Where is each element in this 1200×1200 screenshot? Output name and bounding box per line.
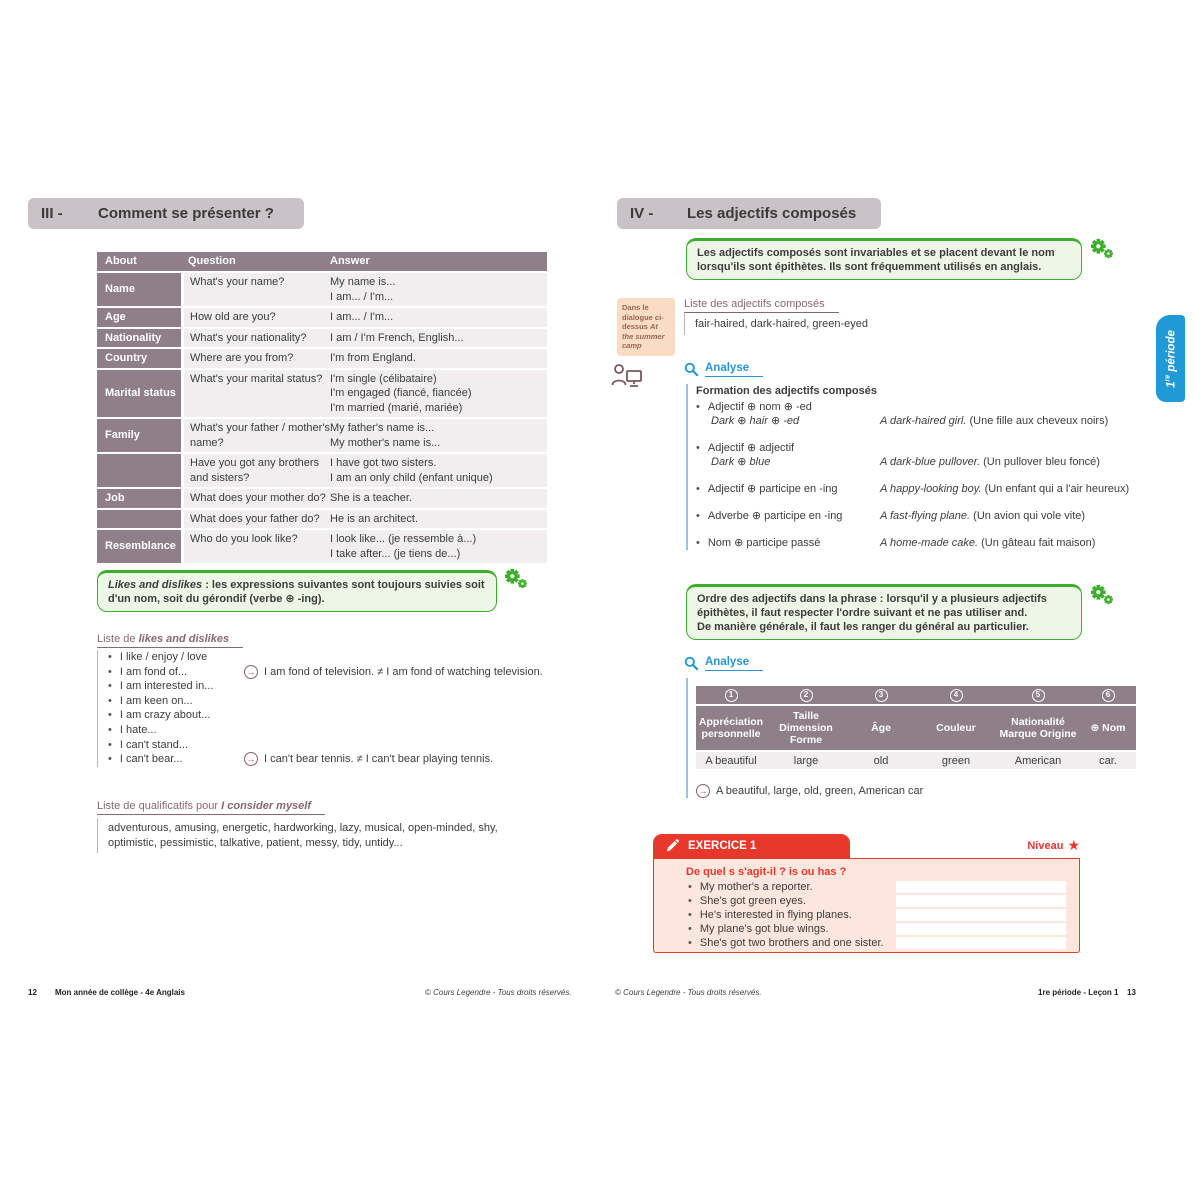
presentation-table [97,252,547,563]
table-row: Nationality What's your nationality? I am / I'm French, English... [97,329,547,348]
qualif-list: adventurous, amusing, energetic, hardworking, lazy, musical, open-minded, shy, optimistic, pessimistic, talkative, patient, messy, tidy, untidy... [97,818,518,853]
answer-field[interactable] [896,881,1066,893]
qualif-list-heading: Liste de qualificatifs pour I consider myself [97,796,325,815]
section-title: Comment se présenter ? [98,205,274,222]
table-row: Resemblance Who do you look like? I look like... (je ressemble à...) I take after... (je tiens de...) [97,530,547,563]
list-item: • I can't stand... [98,738,550,753]
example-text: I can't bear tennis. ≠ I can't bear playing tennis. [264,753,494,766]
col-header-question: Question [188,255,236,268]
section-number: III - [41,205,63,222]
order-table-numbers: 1 2 3 4 5 6 [696,686,1136,704]
table-row: Marital status What's your marital status? I'm single (célibataire) I'm engaged (fiancé, fiancée) I'm married (marié, mariée) [97,370,547,418]
exercise-level: Niveau ★ [1027,839,1080,852]
copyright-left: © Cours Legendre - Tous droits réservés. [425,988,572,997]
list-item: • I like / enjoy / love [98,650,550,665]
section-title: Les adjectifs composés [687,205,857,222]
star-icon [1067,839,1080,852]
exercise-item: • She's got green eyes. [654,894,1079,908]
list-item: • I am keen on... [98,694,550,709]
answer-field[interactable] [896,909,1066,921]
list-item: • I hate... [98,723,550,738]
table-row: Age How old are you? I am... / I'm... [97,308,547,327]
page-number-left: 12 [28,988,37,997]
formation-title: Formation des adjectifs composés [696,385,877,397]
col-header-about: About [105,255,137,268]
table-row: Family What's your father / mother's name? My father's name is... My mother's name is... [97,419,547,452]
section-number: IV - [630,205,654,222]
analyse-heading: Analyse [684,362,763,377]
table-row: Name What's your name? My name is... I am... / I'm... [97,273,547,306]
answer-field[interactable] [896,937,1066,949]
answer-field[interactable] [896,923,1066,935]
formation-item: • Adjectif ⊕ participe en -ing A happy-looking boy. (Un enfant qui a l'air heureux) [696,482,1138,496]
likes-list-heading: Liste de likes and dislikes [97,629,243,648]
list-item: • I am interested in... [98,679,550,694]
rule-box-ordre: Ordre des adjectifs dans la phrase : lorsqu'il y a plusieurs adjectifs épithètes, il faut respecter l'ordre suivant et ne pas utiliser and. De manière générale, il faut les ranger du général au particulier. [686,584,1082,640]
magnifier-icon [684,362,699,377]
section-heading-left [28,198,304,229]
exercise-label: EXERCICE 1 [688,840,757,852]
col-header-answer: Answer [330,255,370,268]
formation-item: • Adjectif ⊕ nom ⊕ -ed Dark ⊕ hair ⊕ -ed A dark-haired girl. (Une fille aux cheveux noirs) [696,400,1138,428]
exercise-body [653,858,1080,953]
book-title: Mon année de collège - 4e Anglais [55,988,185,997]
compose-list: fair-haired, dark-haired, green-eyed [684,314,995,335]
gears-icon [504,568,528,590]
order-example: → A beautiful, large, old, green, American car [696,784,1146,798]
magnifier-icon [684,656,699,671]
arrow-icon: → [244,665,258,679]
pencil-icon [665,839,679,853]
gears-icon [1090,238,1114,260]
exercise-1 [653,834,1083,954]
list-item: • I am crazy about... [98,708,550,723]
table-row: What does your father do? He is an architect. [97,510,547,529]
arrow-icon: → [244,752,258,766]
copyright-right: © Cours Legendre - Tous droits réservés. [615,988,762,997]
formation-item: • Nom ⊕ participe passé A home-made cake. (Un gâteau fait maison) [696,536,1138,550]
formation-item: • Adjectif ⊕ adjectif Dark ⊕ blue A dark-blue pullover. (Un pullover bleu foncé) [696,441,1138,469]
page-number-right: 13 [1127,988,1136,997]
order-table-row: A beautiful large old green American car. [696,752,1136,769]
table-row: Have you got any brothers and sisters? I have got two sisters. I am an only child (enfant unique) [97,454,547,487]
example-text: I am fond of television. ≠ I am fond of watching television. [264,665,543,678]
table-row: Job What does your mother do? She is a teacher. [97,489,547,508]
likes-list [97,650,550,767]
exercise-item: • My mother's a reporter. [654,880,1079,894]
period-tab-label: 1re période [1164,329,1177,388]
order-block [686,678,1146,798]
exercise-tab [653,834,850,858]
order-table [696,686,1136,769]
exercise-item: • My plane's got blue wings. [654,922,1079,936]
order-table-headers: Appréciation personnelle Taille Dimension Forme Âge Couleur Nationalité Marque Origine ⊕ Nom [696,706,1136,750]
formation-item: • Adverbe ⊕ participe en -ing A fast-flying plane. (Un avion qui vole vite) [696,509,1138,523]
list-item: • I can't bear... → I can't bear tennis. ≠ I can't bear playing tennis. [98,752,550,767]
exercise-prompt: De quel s s'agit-il ? is ou has ? [686,866,847,878]
exercise-item: • She's got two brothers and one sister. [654,936,1079,950]
classroom-icon [610,360,644,390]
table-row: Country Where are you from? I'm from England. [97,349,547,368]
section-heading-right [617,198,881,229]
footer-section: 1re période - Leçon 1 [1038,988,1119,997]
presentation-table-header [97,252,547,271]
exercise-item: • He's interested in flying planes. [654,908,1079,922]
gears-icon [1090,584,1114,606]
period-side-tab [1156,315,1185,402]
formation-block [686,384,1138,550]
compose-list-heading: Liste des adjectifs composés [684,294,839,313]
answer-field[interactable] [896,895,1066,907]
list-item: • I am fond of... → I am fond of television. ≠ I am fond of watching television. [98,665,550,680]
rule-box-likes: Likes and dislikes : les expressions suivantes sont toujours suivies soit d'un nom, soit du gérondif (verbe ⊕ -ing). [97,570,497,612]
arrow-icon: → [696,784,710,798]
analyse-heading: Analyse [684,656,763,671]
margin-note: Dans le dialogue ci-dessus At the summer camp [617,298,675,356]
rule-box-composes: Les adjectifs composés sont invariables et se placent devant le nom lorsqu'ils sont épithètes. Ils sont fréquemment utilisés en anglais. [686,238,1082,280]
